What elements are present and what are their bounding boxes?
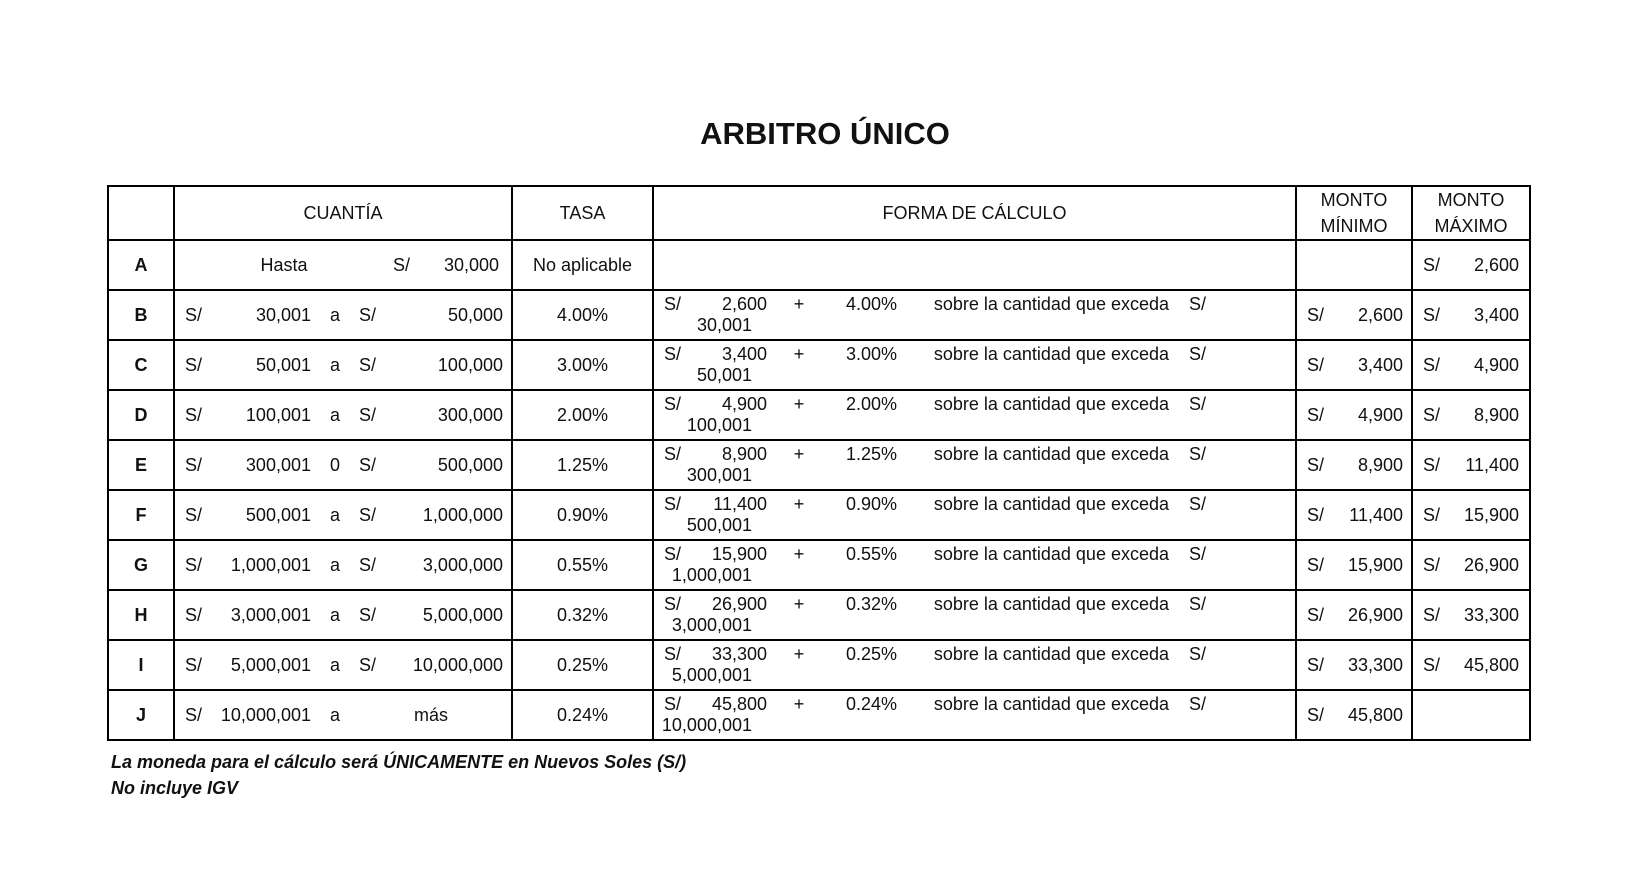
rate-value: 4.00% (845, 294, 897, 314)
monto-minimo-cell (1296, 390, 1412, 440)
tasa-cell: 0.25% (512, 640, 653, 690)
cuantia-cell (174, 440, 512, 490)
forma-cell (653, 690, 1296, 740)
forma-cell (653, 340, 1296, 390)
monto-minimo-value: 2,600 (1357, 304, 1403, 325)
formula-text: sobre la cantidad que exceda (933, 294, 1169, 314)
table-row (108, 440, 1530, 490)
currency-symbol: S/ (1423, 504, 1441, 525)
exceed-value: 100,001 (686, 415, 752, 435)
from-value: 30,001 (255, 304, 311, 325)
currency-symbol: S/ (185, 304, 203, 325)
currency-symbol: S/ (1307, 454, 1325, 475)
row-letter: C (108, 340, 174, 390)
base-amount: 15,900 (711, 544, 767, 564)
base-amount: 26,900 (711, 594, 767, 614)
row-letter: F (108, 490, 174, 540)
plus-sign: + (793, 294, 805, 314)
header-letter (108, 186, 174, 240)
rate-value: 2.00% (845, 394, 897, 414)
monto-maximo-cell (1412, 590, 1530, 640)
to-value: 3,000,000 (422, 554, 503, 575)
range-separator: a (329, 604, 340, 625)
currency-symbol: S/ (1307, 654, 1325, 675)
rate-value: 0.32% (845, 594, 897, 614)
plus-sign: + (793, 644, 805, 664)
header-monto-maximo-line2: MÁXIMO (1434, 216, 1508, 236)
to-value: 5,000,000 (422, 604, 503, 625)
rate-value: 1.25% (845, 444, 897, 464)
monto-maximo-value: 4,900 (1473, 354, 1519, 375)
row-letter: G (108, 540, 174, 590)
tasa-cell: 3.00% (512, 340, 653, 390)
forma-cell (653, 390, 1296, 440)
range-separator: a (329, 354, 340, 375)
from-value: 3,000,001 (230, 604, 311, 625)
currency-symbol: S/ (1423, 354, 1441, 375)
table-row (108, 690, 1530, 740)
monto-minimo-value: 26,900 (1347, 604, 1403, 625)
rate-value: 0.55% (845, 544, 897, 564)
monto-minimo-cell (1296, 690, 1412, 740)
exceed-value: 5,000,001 (671, 665, 752, 685)
currency-symbol: S/ (664, 344, 682, 364)
formula-text: sobre la cantidad que exceda (933, 594, 1169, 614)
plus-sign: + (793, 594, 805, 614)
tasa-cell: 0.55% (512, 540, 653, 590)
monto-maximo-value: 33,300 (1463, 604, 1519, 625)
base-amount: 33,300 (711, 644, 767, 664)
forma-cell (653, 490, 1296, 540)
exceed-value: 50,001 (696, 365, 752, 385)
currency-symbol: S/ (1307, 354, 1325, 375)
header-monto-minimo-line1: MONTO (1320, 190, 1388, 210)
forma-cell (653, 440, 1296, 490)
monto-minimo-cell (1296, 540, 1412, 590)
currency-symbol: S/ (664, 294, 682, 314)
to-value: 50,000 (447, 304, 503, 325)
from-value: 10,000,001 (220, 704, 311, 725)
cuantia-cell (174, 390, 512, 440)
base-amount: 11,400 (713, 494, 767, 514)
currency-symbol: S/ (185, 704, 203, 725)
fee-table (107, 185, 1531, 741)
table-row (108, 590, 1530, 640)
currency-symbol: S/ (359, 304, 377, 325)
currency-symbol: S/ (1189, 444, 1207, 464)
from-value: 50,001 (255, 354, 311, 375)
monto-maximo-cell (1412, 340, 1530, 390)
rate-value: 3.00% (845, 344, 897, 364)
header-monto-minimo-line2: MÍNIMO (1320, 216, 1388, 236)
monto-minimo-value: 11,400 (1349, 504, 1403, 525)
footnote-currency: La moneda para el cálculo será ÚNICAMENTE en Nuevos Soles (S/) (111, 752, 687, 772)
cuantia-cell (174, 640, 512, 690)
monto-minimo-cell (1296, 590, 1412, 640)
cuantia-cell (174, 340, 512, 390)
range-separator: a (329, 504, 340, 525)
from-value: 1,000,001 (230, 554, 311, 575)
currency-symbol: S/ (359, 404, 377, 425)
header-monto-maximo-line1: MONTO (1437, 190, 1505, 210)
monto-minimo-cell (1296, 440, 1412, 490)
currency-symbol: S/ (664, 394, 682, 414)
row-letter: D (108, 390, 174, 440)
currency-symbol: S/ (1189, 494, 1207, 514)
currency-symbol: S/ (664, 594, 682, 614)
currency-symbol: S/ (1307, 554, 1325, 575)
currency-symbol: S/ (393, 254, 411, 275)
forma-cell (653, 640, 1296, 690)
cuantia-cell (174, 490, 512, 540)
row-letter: E (108, 440, 174, 490)
table-row (108, 340, 1530, 390)
tasa-cell: 2.00% (512, 390, 653, 440)
tasa-cell: No aplicable (512, 240, 653, 290)
exceed-value: 30,001 (696, 315, 752, 335)
table-row-a (108, 240, 1530, 290)
plus-sign: + (793, 344, 805, 364)
exceed-value: 1,000,001 (671, 565, 752, 585)
currency-symbol: S/ (1423, 604, 1441, 625)
rate-value: 0.24% (845, 694, 897, 714)
exceed-value: 500,001 (686, 515, 752, 535)
base-amount: 8,900 (721, 444, 767, 464)
currency-symbol: S/ (1189, 694, 1207, 714)
header-forma: FORMA DE CÁLCULO (653, 186, 1296, 240)
currency-symbol: S/ (1189, 394, 1207, 414)
currency-symbol: S/ (185, 354, 203, 375)
exceed-value: 3,000,001 (671, 615, 752, 635)
monto-minimo-cell (1296, 340, 1412, 390)
exceed-value: 300,001 (686, 465, 752, 485)
forma-cell (653, 590, 1296, 640)
monto-minimo-value: 15,900 (1347, 554, 1403, 575)
base-amount: 45,800 (711, 694, 767, 714)
currency-symbol: S/ (664, 494, 682, 514)
table-row (108, 490, 1530, 540)
currency-symbol: S/ (359, 504, 377, 525)
forma-cell (653, 290, 1296, 340)
base-amount: 4,900 (721, 394, 767, 414)
currency-symbol: S/ (1189, 294, 1207, 314)
currency-symbol: S/ (359, 354, 377, 375)
currency-symbol: S/ (359, 454, 377, 475)
row-letter: A (108, 240, 174, 290)
currency-symbol: S/ (359, 554, 377, 575)
rate-value: 0.25% (845, 644, 897, 664)
base-amount: 2,600 (721, 294, 767, 314)
monto-maximo-cell (1412, 690, 1530, 740)
monto-maximo-cell (1412, 290, 1530, 340)
formula-text: sobre la cantidad que exceda (933, 494, 1169, 514)
hasta-label: Hasta (260, 254, 308, 275)
formula-text: sobre la cantidad que exceda (933, 344, 1169, 364)
monto-minimo-cell (1296, 490, 1412, 540)
currency-symbol: S/ (1189, 344, 1207, 364)
formula-text: sobre la cantidad que exceda (933, 394, 1169, 414)
row-letter: J (108, 690, 174, 740)
currency-symbol: S/ (1423, 654, 1441, 675)
from-value: 5,000,001 (230, 654, 311, 675)
plus-sign: + (793, 494, 805, 514)
header-monto-minimo (1296, 186, 1412, 240)
currency-symbol: S/ (185, 404, 203, 425)
tasa-cell: 0.24% (512, 690, 653, 740)
tasa-cell: 0.90% (512, 490, 653, 540)
table-header-row (108, 186, 1530, 240)
forma-cell (653, 540, 1296, 590)
range-separator: a (329, 704, 340, 725)
hasta-value: 30,000 (443, 254, 499, 275)
table-row (108, 290, 1530, 340)
row-letter: I (108, 640, 174, 690)
currency-symbol: S/ (1307, 504, 1325, 525)
plus-sign: + (793, 444, 805, 464)
tasa-cell: 0.32% (512, 590, 653, 640)
currency-symbol: S/ (664, 694, 682, 714)
currency-symbol: S/ (359, 654, 377, 675)
forma-cell-empty (653, 240, 1296, 290)
currency-symbol: S/ (1423, 404, 1441, 425)
row-letter: H (108, 590, 174, 640)
monto-maximo-value: 15,900 (1463, 504, 1519, 525)
header-cuantia: CUANTÍA (174, 186, 512, 240)
monto-maximo-cell (1412, 390, 1530, 440)
formula-text: sobre la cantidad que exceda (933, 694, 1169, 714)
cuantia-cell (174, 590, 512, 640)
footnotes (111, 749, 686, 801)
currency-symbol: S/ (664, 544, 682, 564)
monto-maximo-value: 11,400 (1465, 454, 1519, 475)
currency-symbol: S/ (1423, 554, 1441, 575)
monto-maximo-value: 26,900 (1463, 554, 1519, 575)
monto-maximo-value: 45,800 (1463, 654, 1519, 675)
header-monto-maximo (1412, 186, 1530, 240)
to-value: 500,000 (437, 454, 503, 475)
monto-minimo-cell (1296, 290, 1412, 340)
currency-symbol: S/ (185, 604, 203, 625)
currency-symbol: S/ (1423, 254, 1441, 275)
table-row (108, 390, 1530, 440)
range-separator: a (329, 554, 340, 575)
currency-symbol: S/ (1189, 644, 1207, 664)
currency-symbol: S/ (185, 654, 203, 675)
currency-symbol: S/ (1307, 604, 1325, 625)
table-row (108, 540, 1530, 590)
cuantia-cell (174, 540, 512, 590)
monto-minimo-value: 45,800 (1347, 704, 1403, 725)
from-value: 300,001 (245, 454, 311, 475)
range-separator: a (329, 404, 340, 425)
monto-maximo-value: 8,900 (1473, 404, 1519, 425)
to-value: 100,000 (437, 354, 503, 375)
footnote-igv: No incluye IGV (111, 778, 239, 798)
formula-text: sobre la cantidad que exceda (933, 644, 1169, 664)
rate-value: 0.90% (845, 494, 897, 514)
currency-symbol: S/ (664, 644, 682, 664)
range-separator: a (329, 654, 340, 675)
to-value: 300,000 (437, 404, 503, 425)
currency-symbol: S/ (1423, 454, 1441, 475)
exceed-value: 10,000,001 (661, 715, 752, 735)
plus-sign: + (793, 394, 805, 414)
to-value: 10,000,000 (412, 654, 503, 675)
currency-symbol: S/ (185, 454, 203, 475)
cuantia-cell (174, 690, 512, 740)
currency-symbol: S/ (1307, 404, 1325, 425)
monto-maximo-cell (1412, 540, 1530, 590)
monto-maximo-cell (1412, 240, 1530, 290)
from-value: 100,001 (245, 404, 311, 425)
currency-symbol: S/ (1189, 544, 1207, 564)
monto-maximo-value: 2,600 (1473, 254, 1519, 275)
monto-minimo-cell (1296, 640, 1412, 690)
table-row (108, 640, 1530, 690)
monto-maximo-cell (1412, 490, 1530, 540)
formula-text: sobre la cantidad que exceda (933, 544, 1169, 564)
range-separator: 0 (329, 454, 340, 475)
monto-minimo-value: 8,900 (1357, 454, 1403, 475)
range-separator: a (329, 304, 340, 325)
plus-sign: + (793, 694, 805, 714)
currency-symbol: S/ (185, 554, 203, 575)
cuantia-cell (174, 240, 512, 290)
currency-symbol: S/ (359, 604, 377, 625)
currency-symbol: S/ (185, 504, 203, 525)
currency-symbol: S/ (1189, 594, 1207, 614)
header-tasa: TASA (512, 186, 653, 240)
tasa-cell: 4.00% (512, 290, 653, 340)
currency-symbol: S/ (664, 444, 682, 464)
cuantia-cell (174, 290, 512, 340)
to-value: más (413, 704, 448, 725)
to-value: 1,000,000 (422, 504, 503, 525)
monto-minimo-cell-empty (1296, 240, 1412, 290)
base-amount: 3,400 (721, 344, 767, 364)
monto-maximo-value: 3,400 (1473, 304, 1519, 325)
from-value: 500,001 (245, 504, 311, 525)
monto-maximo-cell (1412, 640, 1530, 690)
row-letter: B (108, 290, 174, 340)
monto-minimo-value: 3,400 (1357, 354, 1403, 375)
monto-minimo-value: 4,900 (1357, 404, 1403, 425)
plus-sign: + (793, 544, 805, 564)
page-title: ARBITRO ÚNICO (700, 116, 950, 151)
monto-minimo-value: 33,300 (1347, 654, 1403, 675)
tasa-cell: 1.25% (512, 440, 653, 490)
monto-maximo-cell (1412, 440, 1530, 490)
currency-symbol: S/ (1307, 304, 1325, 325)
currency-symbol: S/ (1307, 704, 1325, 725)
currency-symbol: S/ (1423, 304, 1441, 325)
formula-text: sobre la cantidad que exceda (933, 444, 1169, 464)
